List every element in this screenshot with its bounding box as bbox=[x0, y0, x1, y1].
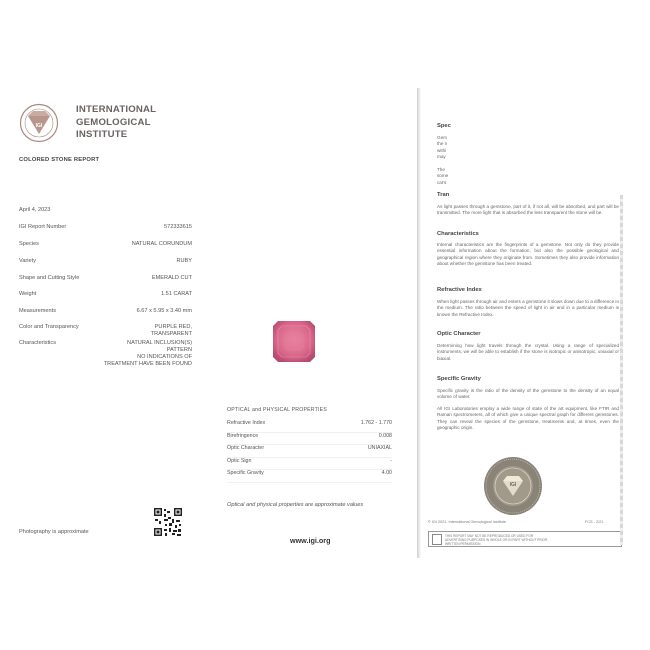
gemstone-photo bbox=[273, 321, 315, 362]
info-heading: Refractive Index bbox=[437, 287, 482, 293]
igi-seal-icon bbox=[483, 456, 543, 516]
qr-code-icon bbox=[153, 507, 183, 537]
info-text: As light passes through a gemstone, part of it, if not all, will be absorbed, and part will be transmitted. The more light that is absorbed the less transparent the stone will be. bbox=[437, 204, 619, 216]
optical-row: Optic Character UNIAXIAL bbox=[227, 445, 392, 458]
footer-disclaimer: THIS REPORT MAY NOT BE REPRODUCED OR USED FOR ADVERTISING PURPOSES IN WHOLE OR IN PART WITHOUT PRIOR WRITTEN PERMISSION bbox=[445, 534, 548, 547]
svg-text:IGI: IGI bbox=[35, 123, 43, 129]
optical-row: Birefringence 0.008 bbox=[227, 433, 392, 446]
optical-row: Optic Sign - bbox=[227, 458, 392, 471]
info-text: All IGI Laboratories employ a wide range of state of the art equipment, like FTIR and Raman spectrometers, all of which give a unique spectral graph for different gemstones. They can reveal the species of the gemstone, treatments and, at times, even the geographic origin. bbox=[437, 406, 619, 430]
optical-row: Refractive Index 1.762 - 1.770 bbox=[227, 420, 392, 433]
info-heading: Spec bbox=[437, 123, 451, 129]
footer-code: FCS - 2/21 bbox=[585, 520, 604, 524]
report-date: April 4, 2023 bbox=[19, 207, 51, 213]
report-middle-panel bbox=[210, 88, 419, 558]
info-text: Gem the n withi may bbox=[437, 135, 448, 159]
report-info-panel bbox=[418, 88, 623, 558]
report-title: COLORED STONE REPORT bbox=[19, 157, 100, 163]
info-text: When light passes through air and enters a gemstone it slows down due to a difference in the medium. The ratio between the speed of light in air and in a particular medium is known the Refractive Index. bbox=[437, 299, 619, 317]
info-heading: Specific Gravity bbox=[437, 376, 481, 382]
igi-logo-icon bbox=[19, 103, 59, 143]
report-front-panel: IGI INTERNATIONAL GEMOLOGICAL INSTITUTE COLORED STONE REPORT April 4, 2023 IGI Report Number 572333615 Species NATURAL CORUNDUM Variety RUBY Shape and Cutting Style EMERALD CUT Weight 1.51 CARAT Measurements 6.67 x 5.95 x 3.40 mm Color and Transparency PURPLE RED, TRANSPARENT Characteristics NATURAL INCLUSION(S) PATTERN NO INDICATIONS OF TREATMENT HAVE BEEN FOUND Photography is approximate bbox=[0, 88, 211, 558]
optical-row: Specific Gravity 4.00 bbox=[227, 470, 392, 483]
info-text: Internal characteristics are the fingerprints of a gemstone. Not only do they provide essential information about the formation, but also the possible geological and geographical region where they originate from. Sometimes they also provide information about whether the gemstone has been treated. bbox=[437, 242, 619, 266]
scan-edge bbox=[620, 195, 623, 545]
info-heading: Optic Character bbox=[437, 331, 481, 337]
photography-note: Photography is approximate bbox=[19, 529, 89, 535]
optical-properties-table bbox=[227, 407, 392, 483]
footer-disclaimer-box bbox=[428, 531, 622, 547]
optical-properties-title: OPTICAL and PHYSICAL PROPERTIES bbox=[227, 407, 327, 413]
institute-name: INTERNATIONAL GEMOLOGICAL INSTITUTE bbox=[76, 104, 157, 140]
website-link[interactable]: www.igi.org bbox=[290, 536, 331, 545]
hologram-icon bbox=[432, 534, 442, 545]
svg-text:IGI: IGI bbox=[509, 482, 517, 488]
info-text: Specific gravity is the ratio of the density of the gemstone to the density of an equal volume of water. bbox=[437, 388, 619, 400]
optical-note: Optical and physical properties are approximate values bbox=[227, 502, 364, 508]
info-text: Determining how light travels through the crystal. Using a range of specialized instruments, we will be able to establish if the stone is isotropic or anisotropic, uniaxial or biaxial. bbox=[437, 343, 619, 361]
page-fold-shadow bbox=[417, 88, 421, 558]
info-heading: Tran bbox=[437, 192, 450, 198]
info-text: The some cat's bbox=[437, 167, 449, 185]
footer-copyright: © IGI 2021. International Gemological Institute bbox=[428, 520, 506, 524]
info-heading: Characteristics bbox=[437, 231, 479, 237]
